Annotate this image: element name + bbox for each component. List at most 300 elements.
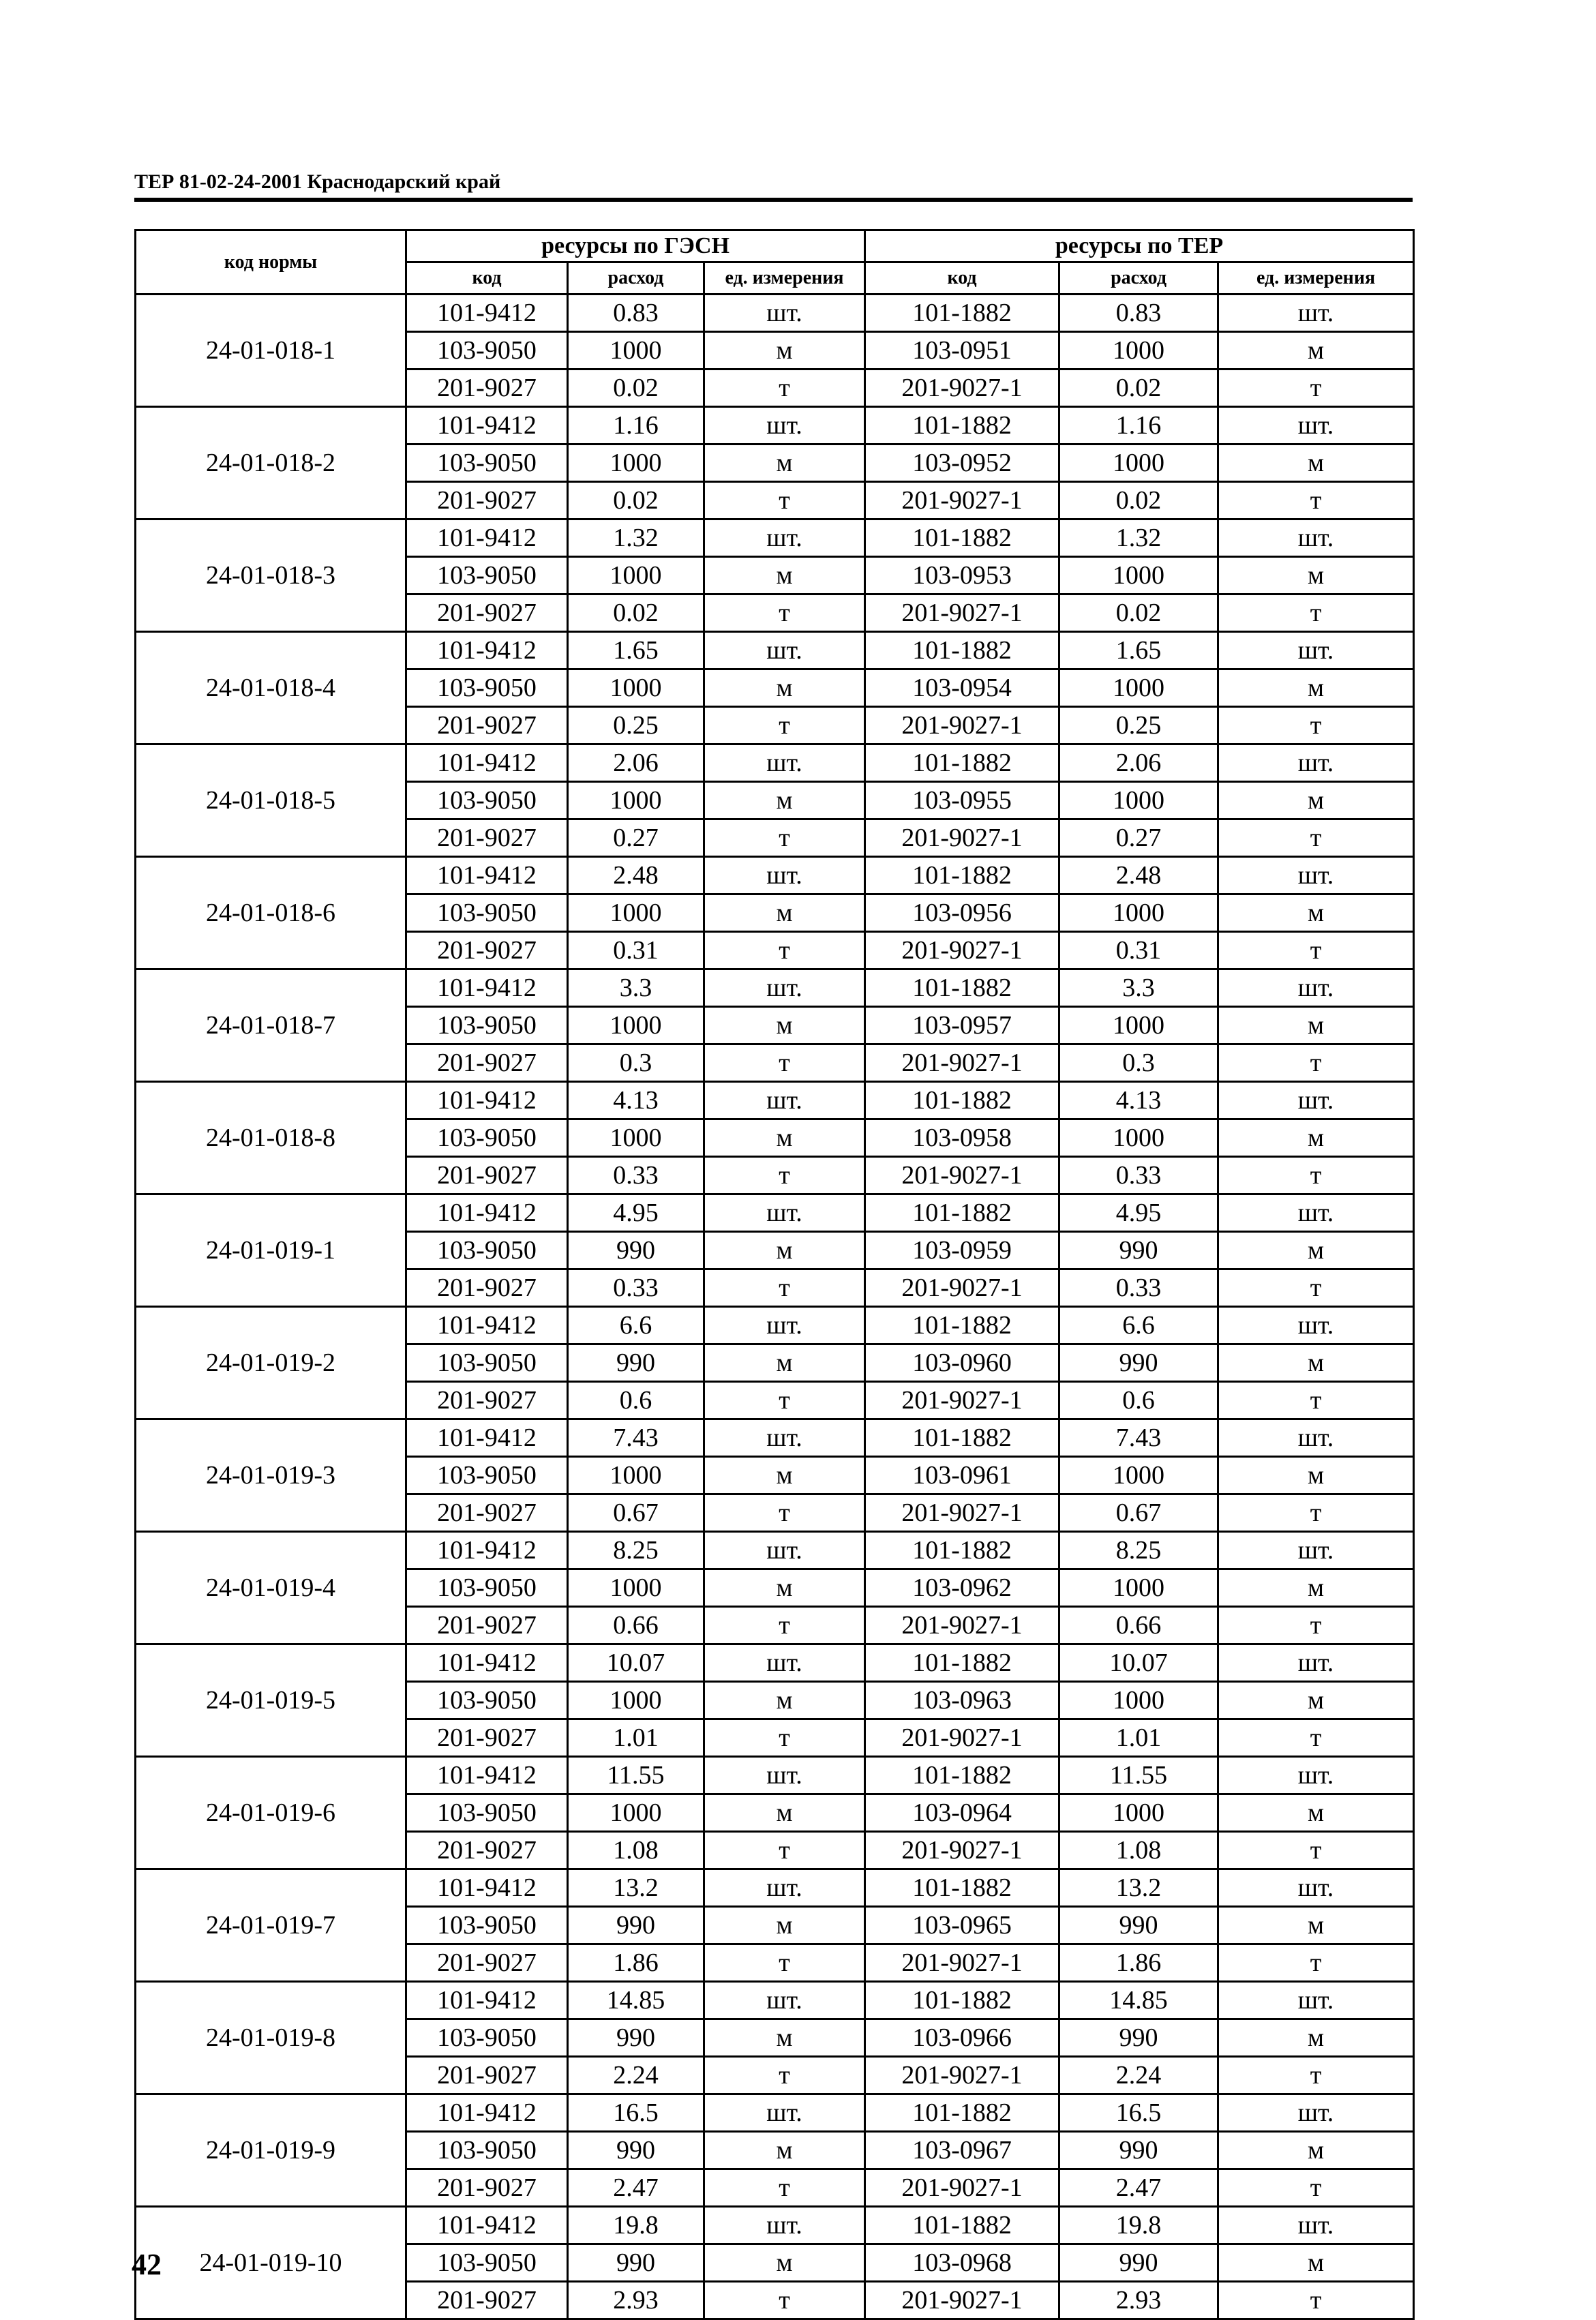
gesn-unit-cell: шт. [704, 1644, 865, 1682]
ter-rate-cell: 0.3 [1059, 1044, 1218, 1082]
gesn-unit-cell: шт. [704, 632, 865, 669]
gesn-code-cell: 101-9412 [406, 1194, 568, 1232]
gesn-code-cell: 103-9050 [406, 1794, 568, 1832]
ter-unit-cell: т [1218, 1832, 1414, 1869]
gesn-unit-cell: т [704, 1719, 865, 1757]
gesn-rate-cell: 1000 [568, 445, 704, 482]
ter-code-cell: 201-9027-1 [865, 2282, 1059, 2319]
ter-unit-cell: т [1218, 932, 1414, 969]
ter-rate-cell: 1.16 [1059, 407, 1218, 445]
ter-rate-cell: 14.85 [1059, 1982, 1218, 2019]
gesn-rate-cell: 1.86 [568, 1944, 704, 1982]
ter-unit-cell: шт. [1218, 969, 1414, 1007]
gesn-code-cell: 103-9050 [406, 1907, 568, 1944]
gesn-rate-cell: 990 [568, 1232, 704, 1269]
gesn-rate-cell: 2.93 [568, 2282, 704, 2319]
gesn-code-cell: 103-9050 [406, 2244, 568, 2282]
ter-unit-cell: м [1218, 2019, 1414, 2057]
gesn-unit-cell: шт. [704, 1982, 865, 2019]
gesn-code-cell: 103-9050 [406, 445, 568, 482]
ter-code-cell: 201-9027-1 [865, 1607, 1059, 1644]
ter-unit-cell: шт. [1218, 1532, 1414, 1569]
ter-code-cell: 101-1882 [865, 632, 1059, 669]
gesn-rate-cell: 990 [568, 2132, 704, 2169]
gesn-code-cell: 101-9412 [406, 1757, 568, 1794]
gesn-rate-cell: 1000 [568, 894, 704, 932]
ter-rate-cell: 2.24 [1059, 2057, 1218, 2094]
gesn-code-cell: 101-9412 [406, 1082, 568, 1119]
ter-rate-cell: 8.25 [1059, 1532, 1218, 1569]
gesn-unit-cell: м [704, 894, 865, 932]
gesn-rate-cell: 0.33 [568, 1269, 704, 1307]
gesn-unit-cell: т [704, 370, 865, 407]
ter-rate-cell: 1000 [1059, 894, 1218, 932]
ter-code-cell: 101-1882 [865, 857, 1059, 894]
ter-code-cell: 103-0955 [865, 782, 1059, 819]
ter-rate-cell: 0.6 [1059, 1382, 1218, 1419]
ter-rate-cell: 4.95 [1059, 1194, 1218, 1232]
ter-code-cell: 201-9027-1 [865, 932, 1059, 969]
ter-unit-cell: шт. [1218, 632, 1414, 669]
gesn-code-cell: 201-9027 [406, 2057, 568, 2094]
ter-rate-cell: 1.01 [1059, 1719, 1218, 1757]
table-row [136, 1532, 1414, 1569]
gesn-unit-cell: м [704, 1007, 865, 1044]
ter-unit-cell: т [1218, 2169, 1414, 2207]
ter-code-cell: 103-0962 [865, 1569, 1059, 1607]
page-number: 42 [132, 2248, 162, 2281]
ter-unit-cell: т [1218, 2057, 1414, 2094]
gesn-rate-cell: 0.83 [568, 295, 704, 332]
gesn-rate-cell: 0.31 [568, 932, 704, 969]
ter-rate-cell: 2.47 [1059, 2169, 1218, 2207]
ter-rate-cell: 990 [1059, 2132, 1218, 2169]
ter-unit-cell: шт. [1218, 1082, 1414, 1119]
gesn-rate-cell: 1000 [568, 1119, 704, 1157]
gesn-rate-cell: 0.66 [568, 1607, 704, 1644]
gesn-rate-cell: 990 [568, 2019, 704, 2057]
resources-table [134, 229, 1415, 2320]
gesn-rate-cell: 2.06 [568, 744, 704, 782]
ter-code-cell: 103-0968 [865, 2244, 1059, 2282]
norm-code-cell: 24-01-019-3 [136, 1419, 406, 1532]
col-header-ter-unit: ед. измерения [1218, 262, 1414, 295]
ter-rate-cell: 1.65 [1059, 632, 1218, 669]
group-header-ter: ресурсы по ТЕР [865, 230, 1414, 262]
table-row [136, 1982, 1414, 2019]
table-row [136, 632, 1414, 669]
ter-code-cell: 201-9027-1 [865, 2169, 1059, 2207]
norm-code-cell: 24-01-019-4 [136, 1532, 406, 1644]
norm-code-cell: 24-01-018-6 [136, 857, 406, 969]
ter-code-cell: 101-1882 [865, 2207, 1059, 2244]
gesn-unit-cell: шт. [704, 1532, 865, 1569]
group-header-gesn: ресурсы по ГЭСН [406, 230, 865, 262]
ter-unit-cell: м [1218, 2132, 1414, 2169]
gesn-code-cell: 103-9050 [406, 2132, 568, 2169]
gesn-rate-cell: 2.48 [568, 857, 704, 894]
ter-rate-cell: 0.31 [1059, 932, 1218, 969]
gesn-unit-cell: шт. [704, 2094, 865, 2132]
gesn-unit-cell: т [704, 932, 865, 969]
gesn-code-cell: 103-9050 [406, 1007, 568, 1044]
ter-rate-cell: 2.93 [1059, 2282, 1218, 2319]
gesn-rate-cell: 990 [568, 1344, 704, 1382]
ter-unit-cell: шт. [1218, 1307, 1414, 1344]
gesn-code-cell: 201-9027 [406, 1719, 568, 1757]
gesn-rate-cell: 4.13 [568, 1082, 704, 1119]
gesn-code-cell: 201-9027 [406, 932, 568, 969]
ter-unit-cell: м [1218, 1682, 1414, 1719]
ter-rate-cell: 13.2 [1059, 1869, 1218, 1907]
gesn-unit-cell: т [704, 1157, 865, 1194]
col-header-gesn-code: код [406, 262, 568, 295]
ter-rate-cell: 0.27 [1059, 819, 1218, 857]
gesn-unit-cell: м [704, 1569, 865, 1607]
gesn-unit-cell: шт. [704, 1869, 865, 1907]
ter-rate-cell: 1000 [1059, 1682, 1218, 1719]
gesn-code-cell: 103-9050 [406, 1232, 568, 1269]
gesn-rate-cell: 1000 [568, 1794, 704, 1832]
gesn-rate-cell: 1.65 [568, 632, 704, 669]
gesn-code-cell: 103-9050 [406, 782, 568, 819]
gesn-code-cell: 103-9050 [406, 1457, 568, 1494]
gesn-rate-cell: 1.08 [568, 1832, 704, 1869]
ter-rate-cell: 990 [1059, 1232, 1218, 1269]
gesn-code-cell: 101-9412 [406, 1644, 568, 1682]
gesn-rate-cell: 1000 [568, 332, 704, 370]
gesn-code-cell: 103-9050 [406, 1682, 568, 1719]
ter-unit-cell: м [1218, 1907, 1414, 1944]
gesn-rate-cell: 1000 [568, 1569, 704, 1607]
gesn-code-cell: 101-9412 [406, 407, 568, 445]
gesn-rate-cell: 1.16 [568, 407, 704, 445]
norm-code-cell: 24-01-019-10 [136, 2207, 406, 2319]
ter-code-cell: 101-1882 [865, 1757, 1059, 1794]
col-header-gesn-unit: ед. измерения [704, 262, 865, 295]
gesn-code-cell: 201-9027 [406, 1607, 568, 1644]
gesn-rate-cell: 1.01 [568, 1719, 704, 1757]
ter-code-cell: 103-0964 [865, 1794, 1059, 1832]
gesn-unit-cell: м [704, 445, 865, 482]
ter-unit-cell: шт. [1218, 519, 1414, 557]
gesn-unit-cell: м [704, 1457, 865, 1494]
table-row [136, 969, 1414, 1007]
ter-rate-cell: 10.07 [1059, 1644, 1218, 1682]
ter-code-cell: 101-1882 [865, 1982, 1059, 2019]
gesn-rate-cell: 0.3 [568, 1044, 704, 1082]
gesn-unit-cell: т [704, 819, 865, 857]
ter-rate-cell: 0.33 [1059, 1157, 1218, 1194]
gesn-code-cell: 101-9412 [406, 2207, 568, 2244]
ter-rate-cell: 1000 [1059, 1794, 1218, 1832]
gesn-unit-cell: м [704, 1682, 865, 1719]
ter-code-cell: 201-9027-1 [865, 1832, 1059, 1869]
norm-code-cell: 24-01-019-9 [136, 2094, 406, 2207]
ter-unit-cell: шт. [1218, 295, 1414, 332]
gesn-rate-cell: 13.2 [568, 1869, 704, 1907]
gesn-unit-cell: шт. [704, 1757, 865, 1794]
gesn-unit-cell: т [704, 2169, 865, 2207]
table-header [136, 230, 1414, 295]
ter-code-cell: 101-1882 [865, 1532, 1059, 1569]
gesn-unit-cell: шт. [704, 407, 865, 445]
table-row [136, 1082, 1414, 1119]
ter-unit-cell: т [1218, 819, 1414, 857]
gesn-rate-cell: 7.43 [568, 1419, 704, 1457]
ter-unit-cell: шт. [1218, 1869, 1414, 1907]
ter-code-cell: 103-0963 [865, 1682, 1059, 1719]
ter-code-cell: 201-9027-1 [865, 482, 1059, 519]
ter-rate-cell: 3.3 [1059, 969, 1218, 1007]
ter-rate-cell: 2.48 [1059, 857, 1218, 894]
ter-code-cell: 103-0960 [865, 1344, 1059, 1382]
ter-rate-cell: 0.02 [1059, 370, 1218, 407]
table-row [136, 1644, 1414, 1682]
ter-rate-cell: 16.5 [1059, 2094, 1218, 2132]
ter-rate-cell: 1.32 [1059, 519, 1218, 557]
ter-unit-cell: шт. [1218, 857, 1414, 894]
gesn-unit-cell: м [704, 2132, 865, 2169]
ter-code-cell: 103-0967 [865, 2132, 1059, 2169]
gesn-code-cell: 103-9050 [406, 332, 568, 370]
table-row [136, 519, 1414, 557]
gesn-code-cell: 101-9412 [406, 519, 568, 557]
col-header-ter-rate: расход [1059, 262, 1218, 295]
gesn-code-cell: 201-9027 [406, 594, 568, 632]
gesn-code-cell: 201-9027 [406, 707, 568, 744]
gesn-rate-cell: 990 [568, 1907, 704, 1944]
ter-code-cell: 103-0958 [865, 1119, 1059, 1157]
gesn-unit-cell: шт. [704, 1419, 865, 1457]
ter-unit-cell: м [1218, 1794, 1414, 1832]
col-header-gesn-rate: расход [568, 262, 704, 295]
ter-code-cell: 101-1882 [865, 1194, 1059, 1232]
gesn-unit-cell: т [704, 1269, 865, 1307]
gesn-rate-cell: 0.02 [568, 594, 704, 632]
ter-rate-cell: 990 [1059, 2019, 1218, 2057]
norm-code-cell: 24-01-018-7 [136, 969, 406, 1082]
ter-rate-cell: 990 [1059, 1907, 1218, 1944]
gesn-unit-cell: м [704, 1907, 865, 1944]
ter-code-cell: 201-9027-1 [865, 1382, 1059, 1419]
gesn-rate-cell: 11.55 [568, 1757, 704, 1794]
gesn-code-cell: 201-9027 [406, 1382, 568, 1419]
gesn-rate-cell: 0.27 [568, 819, 704, 857]
norm-code-cell: 24-01-019-1 [136, 1194, 406, 1307]
ter-unit-cell: м [1218, 557, 1414, 594]
ter-unit-cell: т [1218, 1044, 1414, 1082]
ter-rate-cell: 1000 [1059, 1119, 1218, 1157]
ter-rate-cell: 11.55 [1059, 1757, 1218, 1794]
gesn-unit-cell: шт. [704, 2207, 865, 2244]
ter-unit-cell: т [1218, 2282, 1414, 2319]
ter-unit-cell: шт. [1218, 1419, 1414, 1457]
gesn-code-cell: 101-9412 [406, 969, 568, 1007]
ter-code-cell: 201-9027-1 [865, 1494, 1059, 1532]
ter-unit-cell: т [1218, 1944, 1414, 1982]
gesn-code-cell: 101-9412 [406, 632, 568, 669]
gesn-code-cell: 103-9050 [406, 894, 568, 932]
gesn-unit-cell: т [704, 1832, 865, 1869]
ter-rate-cell: 990 [1059, 1344, 1218, 1382]
ter-rate-cell: 2.06 [1059, 744, 1218, 782]
gesn-unit-cell: т [704, 1494, 865, 1532]
gesn-unit-cell: т [704, 707, 865, 744]
gesn-unit-cell: шт. [704, 857, 865, 894]
ter-unit-cell: шт. [1218, 1982, 1414, 2019]
ter-unit-cell: т [1218, 1719, 1414, 1757]
norm-code-cell: 24-01-019-7 [136, 1869, 406, 1982]
ter-code-cell: 101-1882 [865, 744, 1059, 782]
gesn-rate-cell: 0.67 [568, 1494, 704, 1532]
table-body [136, 295, 1414, 2319]
gesn-unit-cell: шт. [704, 519, 865, 557]
gesn-unit-cell: м [704, 1119, 865, 1157]
table-row [136, 2207, 1414, 2244]
norm-code-cell: 24-01-018-5 [136, 744, 406, 857]
gesn-code-cell: 103-9050 [406, 1569, 568, 1607]
table-row [136, 295, 1414, 332]
gesn-rate-cell: 0.02 [568, 482, 704, 519]
ter-rate-cell: 1000 [1059, 557, 1218, 594]
ter-rate-cell: 4.13 [1059, 1082, 1218, 1119]
ter-unit-cell: м [1218, 1119, 1414, 1157]
gesn-rate-cell: 1000 [568, 782, 704, 819]
gesn-code-cell: 103-9050 [406, 1119, 568, 1157]
gesn-unit-cell: м [704, 1344, 865, 1382]
gesn-code-cell: 103-9050 [406, 669, 568, 707]
ter-rate-cell: 990 [1059, 2244, 1218, 2282]
gesn-code-cell: 101-9412 [406, 1869, 568, 1907]
ter-rate-cell: 1000 [1059, 782, 1218, 819]
ter-code-cell: 101-1882 [865, 519, 1059, 557]
ter-code-cell: 103-0961 [865, 1457, 1059, 1494]
ter-unit-cell: т [1218, 1382, 1414, 1419]
table-row [136, 744, 1414, 782]
gesn-unit-cell: м [704, 1794, 865, 1832]
ter-code-cell: 201-9027-1 [865, 1157, 1059, 1194]
ter-rate-cell: 1000 [1059, 445, 1218, 482]
col-header-norm-code: код нормы [136, 230, 406, 295]
gesn-code-cell: 201-9027 [406, 1044, 568, 1082]
ter-code-cell: 101-1882 [865, 1082, 1059, 1119]
ter-unit-cell: т [1218, 1494, 1414, 1532]
ter-unit-cell: шт. [1218, 1194, 1414, 1232]
ter-unit-cell: м [1218, 332, 1414, 370]
ter-code-cell: 201-9027-1 [865, 1269, 1059, 1307]
gesn-code-cell: 201-9027 [406, 1494, 568, 1532]
ter-unit-cell: м [1218, 669, 1414, 707]
ter-code-cell: 101-1882 [865, 969, 1059, 1007]
gesn-rate-cell: 0.6 [568, 1382, 704, 1419]
gesn-code-cell: 201-9027 [406, 1269, 568, 1307]
gesn-rate-cell: 0.02 [568, 370, 704, 407]
ter-code-cell: 103-0952 [865, 445, 1059, 482]
ter-code-cell: 201-9027-1 [865, 1044, 1059, 1082]
ter-code-cell: 201-9027-1 [865, 1719, 1059, 1757]
gesn-code-cell: 103-9050 [406, 2019, 568, 2057]
ter-unit-cell: т [1218, 482, 1414, 519]
ter-rate-cell: 1000 [1059, 1569, 1218, 1607]
ter-unit-cell: м [1218, 1457, 1414, 1494]
ter-code-cell: 101-1882 [865, 2094, 1059, 2132]
gesn-rate-cell: 10.07 [568, 1644, 704, 1682]
ter-rate-cell: 7.43 [1059, 1419, 1218, 1457]
gesn-unit-cell: т [704, 1944, 865, 1982]
ter-unit-cell: шт. [1218, 407, 1414, 445]
gesn-code-cell: 201-9027 [406, 2169, 568, 2207]
ter-code-cell: 101-1882 [865, 1419, 1059, 1457]
gesn-rate-cell: 0.25 [568, 707, 704, 744]
table-row [136, 1307, 1414, 1344]
ter-code-cell: 201-9027-1 [865, 370, 1059, 407]
gesn-code-cell: 201-9027 [406, 1157, 568, 1194]
gesn-rate-cell: 2.47 [568, 2169, 704, 2207]
gesn-rate-cell: 1000 [568, 557, 704, 594]
ter-rate-cell: 0.33 [1059, 1269, 1218, 1307]
ter-unit-cell: т [1218, 1157, 1414, 1194]
col-header-ter-code: код [865, 262, 1059, 295]
ter-code-cell: 101-1882 [865, 407, 1059, 445]
gesn-unit-cell: шт. [704, 1194, 865, 1232]
gesn-code-cell: 101-9412 [406, 744, 568, 782]
ter-code-cell: 103-0965 [865, 1907, 1059, 1944]
gesn-rate-cell: 4.95 [568, 1194, 704, 1232]
table-row [136, 857, 1414, 894]
ter-code-cell: 201-9027-1 [865, 819, 1059, 857]
gesn-rate-cell: 2.24 [568, 2057, 704, 2094]
norm-code-cell: 24-01-019-8 [136, 1982, 406, 2094]
norm-code-cell: 24-01-018-2 [136, 407, 406, 519]
gesn-code-cell: 201-9027 [406, 819, 568, 857]
ter-code-cell: 103-0956 [865, 894, 1059, 932]
norm-code-cell: 24-01-019-6 [136, 1757, 406, 1869]
gesn-unit-cell: т [704, 594, 865, 632]
gesn-rate-cell: 1.32 [568, 519, 704, 557]
gesn-rate-cell: 1000 [568, 669, 704, 707]
gesn-rate-cell: 19.8 [568, 2207, 704, 2244]
norm-code-cell: 24-01-018-8 [136, 1082, 406, 1194]
ter-unit-cell: т [1218, 707, 1414, 744]
norm-code-cell: 24-01-018-3 [136, 519, 406, 632]
ter-rate-cell: 1000 [1059, 669, 1218, 707]
ter-rate-cell: 1000 [1059, 332, 1218, 370]
gesn-rate-cell: 8.25 [568, 1532, 704, 1569]
ter-unit-cell: т [1218, 370, 1414, 407]
gesn-code-cell: 103-9050 [406, 1344, 568, 1382]
ter-rate-cell: 1.08 [1059, 1832, 1218, 1869]
gesn-unit-cell: м [704, 2244, 865, 2282]
gesn-code-cell: 201-9027 [406, 1832, 568, 1869]
gesn-unit-cell: т [704, 1382, 865, 1419]
table-row [136, 1419, 1414, 1457]
ter-code-cell: 103-0954 [865, 669, 1059, 707]
gesn-unit-cell: шт. [704, 1082, 865, 1119]
gesn-unit-cell: шт. [704, 1307, 865, 1344]
gesn-unit-cell: т [704, 1607, 865, 1644]
gesn-code-cell: 201-9027 [406, 370, 568, 407]
gesn-rate-cell: 14.85 [568, 1982, 704, 2019]
ter-rate-cell: 0.67 [1059, 1494, 1218, 1532]
ter-unit-cell: м [1218, 894, 1414, 932]
gesn-code-cell: 101-9412 [406, 1982, 568, 2019]
ter-rate-cell: 1000 [1059, 1007, 1218, 1044]
gesn-unit-cell: шт. [704, 744, 865, 782]
norm-code-cell: 24-01-019-2 [136, 1307, 406, 1419]
gesn-rate-cell: 1000 [568, 1682, 704, 1719]
ter-unit-cell: шт. [1218, 2207, 1414, 2244]
